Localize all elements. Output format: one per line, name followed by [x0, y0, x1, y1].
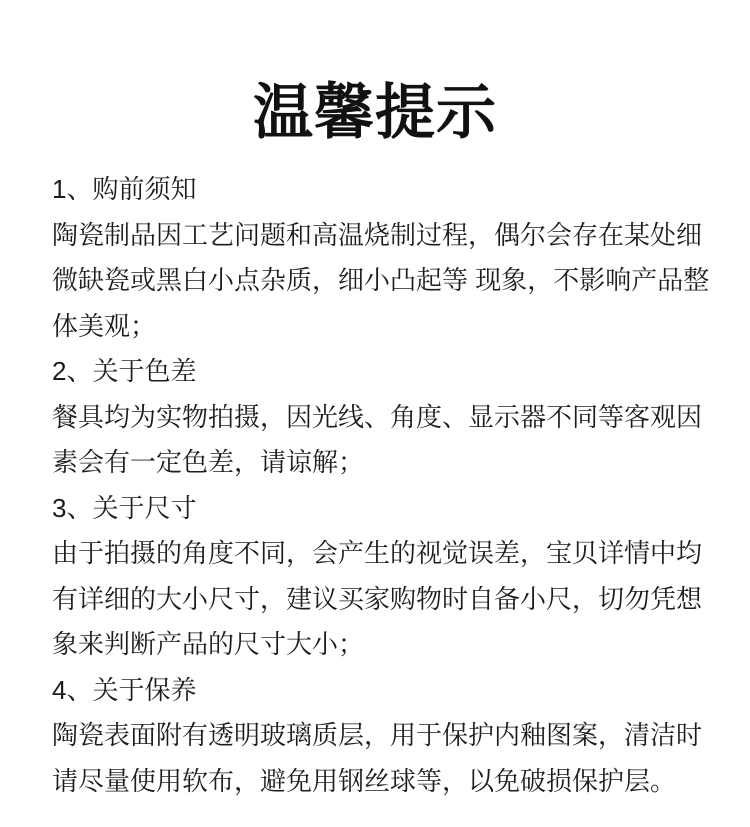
section-text-line: 象来判断产品的尺寸大小；: [52, 629, 365, 659]
section-text-line: 餐具均为实物拍摄，因光线、角度、显示器不同等客观因: [52, 401, 703, 432]
section-text-line: 体美观；: [52, 310, 157, 341]
section-text-line: 由于拍摄的角度不同，会产生的视觉误差，宝贝详情中均: [52, 538, 703, 568]
notice-content: [52, 167, 742, 804]
section-text-line: 陶瓷制品因工艺问题和高温烧制过程，偶尔会存在某处细: [52, 219, 703, 250]
section-size: [52, 486, 742, 668]
section-text-line: 素会有一定色差，请谅解；: [52, 447, 365, 477]
section-heading: 1、购前须知: [52, 174, 197, 204]
section-heading: 4、关于保养: [52, 674, 197, 705]
section-text-line: 请尽量使用软布，避免用钢丝球等，以免破损保护层。: [52, 765, 677, 796]
section-text-line: 陶瓷表面附有透明玻璃质层，用于保护内釉图案，清洁时: [52, 720, 703, 750]
section-text-line: 有详细的大小尺寸，建议买家购物时自备小尺，切勿凭想: [52, 583, 703, 614]
section-maintenance: [52, 668, 742, 805]
section-color-difference: [52, 349, 742, 486]
page-title: 温馨提示: [253, 79, 497, 146]
section-text-line: 微缺瓷或黑白小点杂质，细小凸起等 现象，不影响产品整: [52, 265, 710, 295]
section-heading: 3、关于尺寸: [52, 492, 197, 523]
section-heading: 2、关于色差: [52, 356, 197, 386]
section-purchase-notice: [52, 167, 742, 349]
